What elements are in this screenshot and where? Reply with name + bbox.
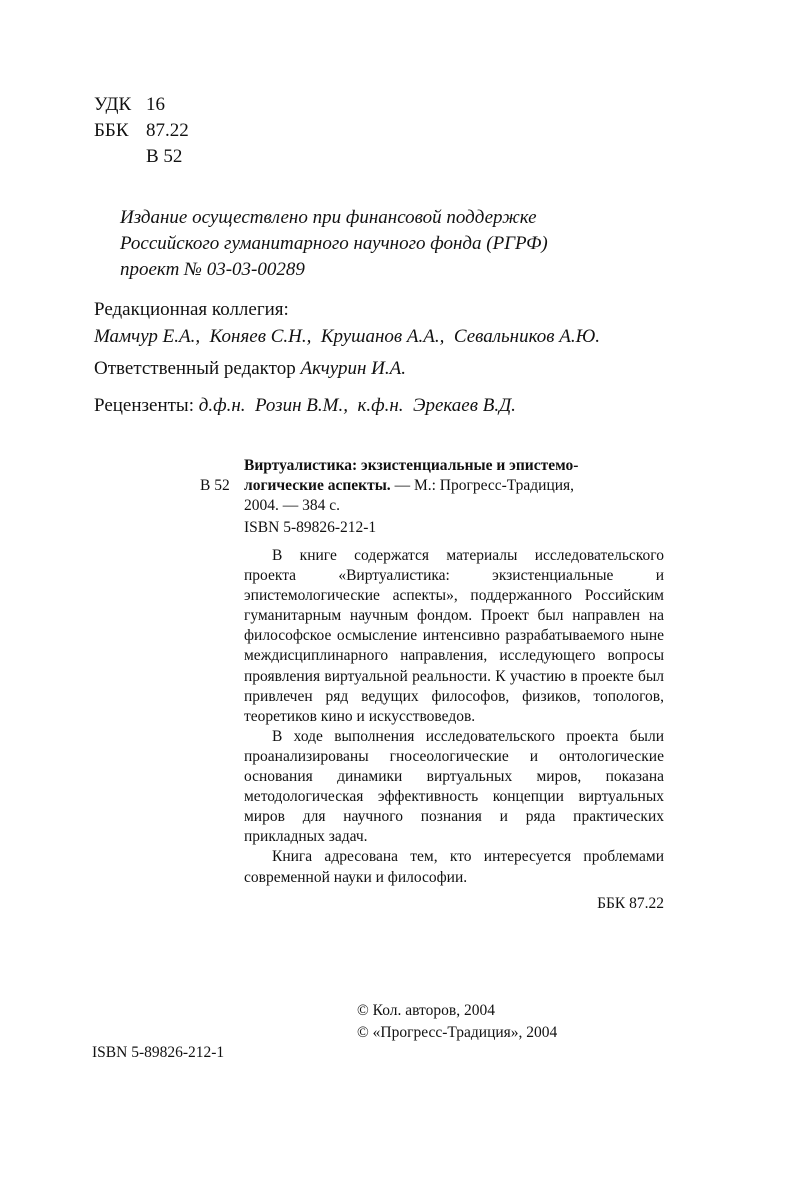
reviewers	[94, 393, 516, 419]
abstract-paragraph-1: В книге содержатся материалы исследовательского проекта «Виртуалистика: экзистенциальные и эпистемологические аспекты», поддержанного Российским гуманитарным научным фондом. Проект был направлен на философское осмысление интенсивно разрабатываемого ныне междисциплинарного направления, исследующего вопросы проявления виртуальной реальности. К участию в проекте был привлечен ряд ведущих философов, физиков, топологов, теоретиков кино и искусствоведов.	[244, 547, 664, 725]
grant-line-1: Издание осуществлено при финансовой поддержке	[120, 207, 537, 228]
author-mark-row	[94, 144, 189, 170]
biblio-title-line-2: логические аспекты.	[244, 477, 391, 494]
abstract-paragraph-3: Книга адресована тем, кто интересуется проблемами современной науки и философии.	[244, 848, 664, 886]
grant-note	[120, 205, 548, 283]
abstract	[244, 546, 664, 888]
editorial-board-label: Редакционная коллегия:	[94, 299, 289, 320]
biblio-author-mark: В 52	[200, 477, 230, 494]
copyright-line-2: © «Прогресс-Традиция», 2004	[357, 1024, 558, 1041]
biblio-publication: — М.: Прогресс-Традиция,	[390, 477, 575, 494]
copyright-block	[357, 1000, 557, 1044]
bibliographic-record	[244, 456, 664, 516]
copyright-line-1: © Кол. авторов, 2004	[357, 1002, 495, 1019]
bbk-footer: ББК 87.22	[597, 895, 664, 912]
bbk-label: ББК	[94, 120, 129, 141]
author-mark: В 52	[146, 146, 183, 167]
isbn-bottom: ISBN 5-89826-212-1	[92, 1044, 225, 1061]
udk-label: УДК	[94, 94, 132, 115]
biblio-line-2	[244, 476, 664, 496]
biblio-title-line-1: Виртуалистика: экзистенциальные и эпистемо-	[244, 457, 579, 474]
grant-line-3: проект № 03-03-00289	[120, 259, 305, 280]
responsible-editor-label: Ответственный редактор	[94, 358, 296, 379]
bbk-value: 87.22	[146, 120, 189, 141]
grant-line-2: Российского гуманитарного научного фонда (РГРФ)	[120, 233, 548, 254]
reviewers-names: д.ф.н. Розин В.М., к.ф.н. Эрекаев В.Д.	[198, 395, 516, 416]
abstract-paragraph-2: В ходе выполнения исследовательского проекта были проанализированы гносеологические и онтологические основания динамики виртуальных миров, показана методологическая эффективность концепции виртуальных миров для научного познания и ряда практических прикладных задач.	[244, 727, 664, 846]
biblio-isbn: ISBN 5-89826-212-1	[244, 519, 377, 536]
responsible-editor	[94, 356, 406, 382]
editorial-board-members: Мамчур Е.А., Коняев С.Н., Крушанов А.А., Севальников А.Ю.	[94, 326, 600, 347]
udk-value: 16	[146, 94, 165, 115]
classification-block	[94, 92, 189, 170]
bbk-row	[94, 118, 189, 144]
biblio-publication-line-3: 2004. — 384 с.	[244, 497, 341, 514]
editorial-board	[94, 296, 600, 350]
reviewers-label: Рецензенты:	[94, 395, 194, 416]
responsible-editor-name: Акчурин И.А.	[300, 358, 406, 379]
udk-row	[94, 92, 189, 118]
